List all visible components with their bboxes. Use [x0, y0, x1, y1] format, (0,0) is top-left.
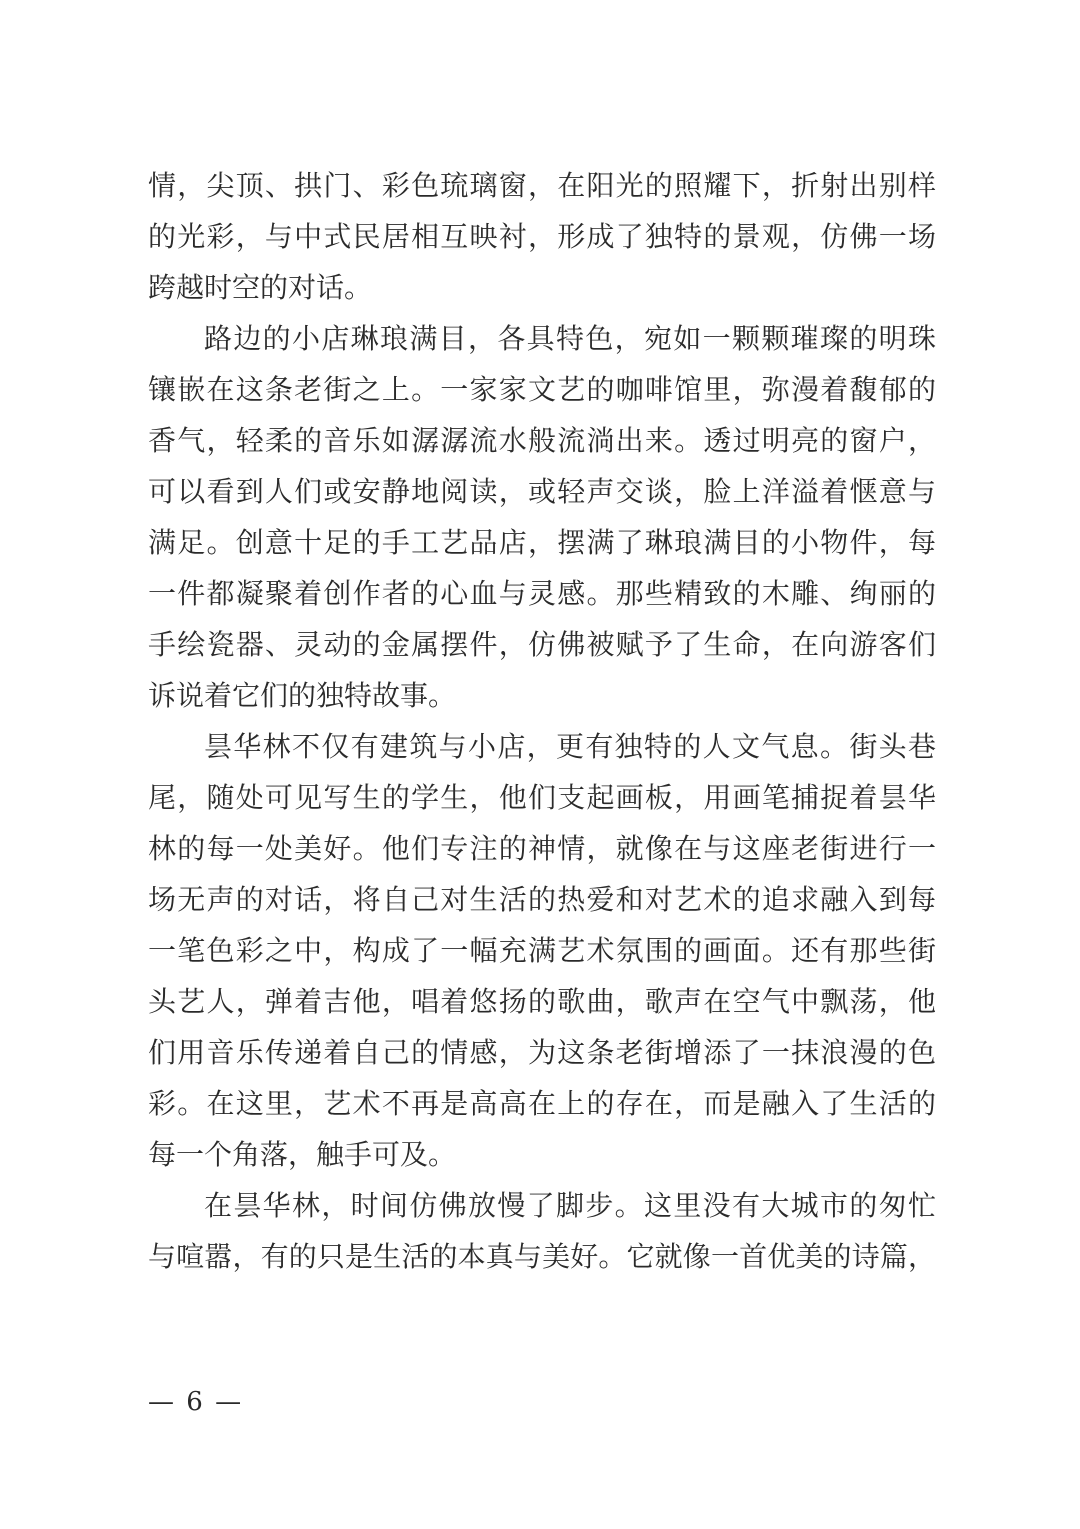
text-line: 手绘瓷器、灵动的金属摆件，仿佛被赋予了生命，在向游客们 — [148, 628, 936, 661]
text-line: 香气，轻柔的音乐如潺潺流水般流淌出来。透过明亮的窗户， — [148, 424, 936, 457]
text-line: 满足。创意十足的手工艺品店，摆满了琳琅满目的小物件，每 — [148, 526, 936, 559]
body-text — [148, 160, 936, 1282]
text-line: 一件都凝聚着创作者的心血与灵感。那些精致的木雕、绚丽的 — [148, 577, 936, 610]
text-line: 尾，随处可见写生的学生，他们支起画板，用画笔捕捉着昙华 — [148, 781, 936, 814]
text-line: 头艺人，弹着吉他，唱着悠扬的歌曲，歌声在空气中飘荡，他 — [148, 985, 936, 1018]
text-line: 昙华林不仅有建筑与小店，更有独特的人文气息。街头巷 — [204, 730, 936, 763]
text-line: 一笔色彩之中，构成了一幅充满艺术氛围的画面。还有那些街 — [148, 934, 936, 967]
text-line: 可以看到人们或安静地阅读，或轻声交谈，脸上洋溢着惬意与 — [148, 475, 936, 508]
text-line: 跨越时空的对话。 — [148, 271, 373, 304]
text-line: 情，尖顶、拱门、彩色琉璃窗，在阳光的照耀下，折射出别样 — [148, 169, 936, 202]
text-line: 的光彩，与中式民居相互映衬，形成了独特的景观，仿佛一场 — [148, 220, 936, 253]
text-line: 每一个角落，触手可及。 — [148, 1138, 457, 1171]
text-line: 们用音乐传递着自己的情感，为这条老街增添了一抹浪漫的色 — [148, 1036, 936, 1069]
text-line: 彩。在这里，艺术不再是高高在上的存在，而是融入了生活的 — [148, 1087, 936, 1120]
page-number: — 6 — — [148, 1387, 244, 1417]
text-line: 诉说着它们的独特故事。 — [148, 679, 457, 712]
text-line: 场无声的对话，将自己对生活的热爱和对艺术的追求融入到每 — [148, 883, 936, 916]
text-line: 在昙华林，时间仿佛放慢了脚步。这里没有大城市的匆忙 — [204, 1189, 936, 1222]
text-line: 镶嵌在这条老街之上。一家家文艺的咖啡馆里，弥漫着馥郁的 — [148, 373, 936, 406]
text-line: 路边的小店琳琅满目，各具特色，宛如一颗颗璀璨的明珠 — [204, 322, 936, 355]
text-line: 与喧嚣，有的只是生活的本真与美好。它就像一首优美的诗篇， — [148, 1240, 936, 1273]
text-line: 林的每一处美好。他们专注的神情，就像在与这座老街进行一 — [148, 832, 936, 865]
